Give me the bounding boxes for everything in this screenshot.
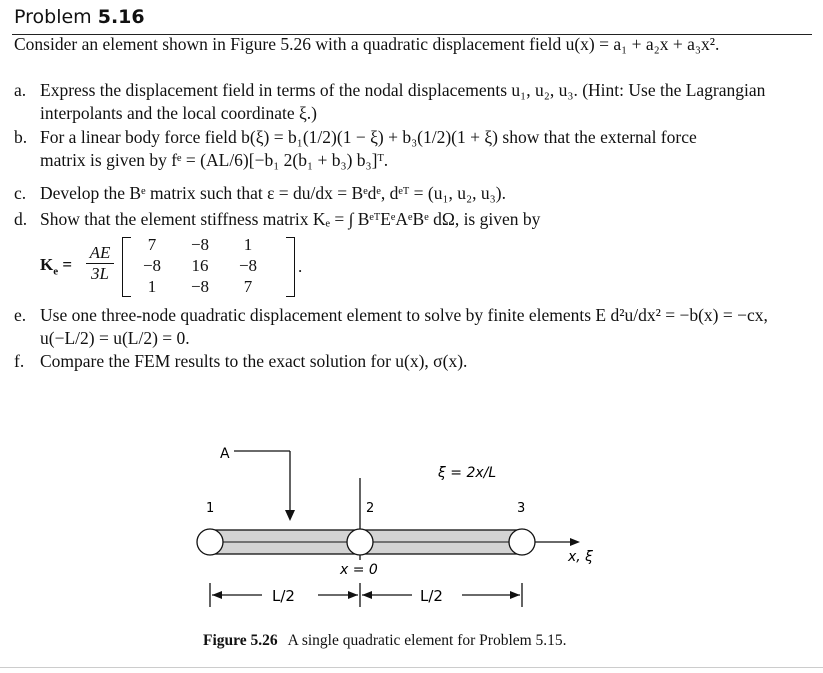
caption-figure-ref: Figure 5.26 (203, 632, 278, 649)
item-label: e. (14, 305, 27, 325)
node-2 (347, 529, 373, 555)
coef-denominator: 3L (91, 264, 109, 283)
item-text: Compare the FEM results to the exact solution for u(x), σ(x). (40, 351, 468, 371)
item-label: a. (14, 80, 27, 100)
dim-arrow-2a (362, 591, 372, 599)
axis-arrowhead (570, 538, 580, 546)
node-label-1: 1 (206, 501, 215, 516)
coef-numerator: AE (86, 243, 114, 264)
problem-intro: Consider an element shown in Figure 5.26 with a quadratic displacement field u(x) = a₁ + a₂x + a₃x². (14, 34, 720, 54)
matrix-end: . (298, 257, 303, 276)
item-b-cont: matrix is given by fᵉ = (AL/6)[−b₁ 2(b₁ + b₃) b₃]ᵀ. (40, 150, 389, 170)
item-label: c. (14, 183, 27, 203)
title-prefix: Problem (14, 6, 92, 28)
node-3 (509, 529, 535, 555)
load-label: A (220, 446, 230, 462)
item-text: Develop the Bᵉ matrix such that ε = du/dx = Bᵉdᵉ, dᵉᵀ = (u₁, u₂, u₃). (40, 183, 506, 203)
caption-text: A single quadratic element for Problem 5.15. (287, 632, 567, 649)
node-1 (197, 529, 223, 555)
title-number: 5.16 (97, 6, 145, 28)
origin-label: x = 0 (340, 562, 378, 578)
coord-label: ξ = 2x/L (438, 465, 497, 481)
matrix-cell: −8 (190, 235, 210, 254)
matrix-cell: 1 (243, 235, 253, 254)
item-text: Use one three-node quadratic displacement element to solve by finite elements E d²u/dx² = −b(x) = −cx, (40, 305, 768, 325)
item-e-cont: u(−L/2) = u(L/2) = 0. (40, 328, 190, 348)
matrix-symbol: $K_e$ = (40, 255, 73, 278)
matrix-cell: 7 (147, 235, 157, 254)
figure-caption (203, 632, 567, 650)
dim-arrow-2b (510, 591, 520, 599)
matrix-cell: −8 (190, 277, 210, 296)
item-label: d. (14, 209, 28, 229)
matrix-cell: −8 (142, 256, 162, 275)
dim-arrow-1b (348, 591, 358, 599)
matrix-cell: −8 (238, 256, 258, 275)
dim-label-2: L/2 (420, 587, 443, 605)
bottom-rule (0, 667, 823, 668)
item-label: f. (14, 351, 25, 371)
item-text: For a linear body force field b(ξ) = b₁(1/2)(1 − ξ) + b₃(1/2)(1 + ξ) show that the external force (40, 127, 697, 147)
matrix-cell: 7 (243, 277, 253, 296)
matrix-cell: 1 (147, 277, 157, 296)
dim-label-1: L/2 (272, 587, 295, 605)
item-a-cont: interpolants and the local coordinate ξ.) (40, 103, 318, 123)
item-text: Express the displacement field in terms of the nodal displacements u₁, u₂, u₃. (Hint: Use the Lagrangian (40, 80, 766, 100)
axis-label: x, ξ (568, 549, 593, 565)
item-label: b. (14, 127, 28, 147)
matrix-cell: 16 (191, 256, 209, 275)
node-label-3: 3 (517, 501, 526, 516)
node-label-2: 2 (366, 501, 375, 516)
load-arrowhead (285, 510, 295, 521)
item-text: Show that the element stiffness matrix Kₑ = ∫ BᵉᵀEᵉAᵉBᵉ dΩ, is given by (40, 209, 541, 229)
dim-arrow-1a (212, 591, 222, 599)
